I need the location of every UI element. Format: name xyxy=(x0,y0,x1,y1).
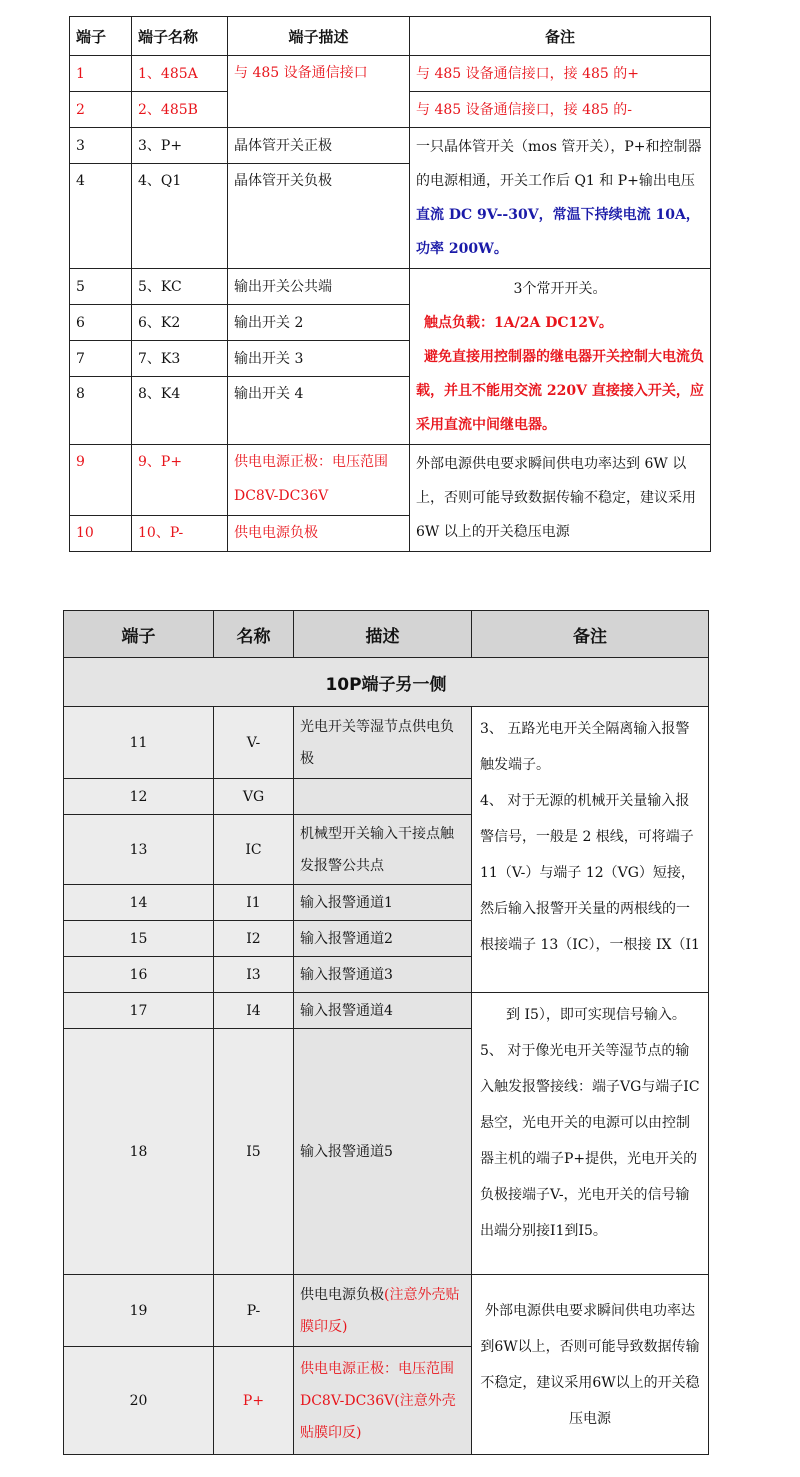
section-row xyxy=(64,658,709,707)
cell-desc: 输入报警通道1 xyxy=(294,885,472,921)
cell-name: I4 xyxy=(214,993,294,1029)
section-title: 10P端子另一侧 xyxy=(64,658,709,707)
note-power-2: 外部电源供电要求瞬间供电功率达到6W以上，否则可能导致数据传输不稳定，建议采用6W以上的开关稳压电源 xyxy=(472,1275,709,1455)
cell-name: 1、485A xyxy=(132,56,228,92)
cell-num: 15 xyxy=(64,921,214,957)
cell-desc-warning: (注意外壳贴膜印反) xyxy=(300,1286,460,1335)
cell-name: I3 xyxy=(214,957,294,993)
cell-name: 2、485B xyxy=(132,92,228,128)
cell-name: 3、P+ xyxy=(132,128,228,164)
cell-num: 11 xyxy=(64,707,214,779)
note-power: 外部电源供电要求瞬间供电功率达到 6W 以上，否则可能导致数据传输不稳定，建议采用 6W 以上的开关稳压电源 xyxy=(410,445,711,552)
cell-num: 8 xyxy=(70,377,132,445)
cell-num: 10 xyxy=(70,515,132,551)
cell-desc: 输出开关 2 xyxy=(228,305,410,341)
note-relay-line2: 触点负载：1A/2A DC12V。 xyxy=(424,314,613,331)
cell-name: I1 xyxy=(214,885,294,921)
cell-num: 9 xyxy=(70,445,132,516)
cell-desc-text: 供电电源负极 xyxy=(300,1286,384,1303)
cell-desc: 晶体管开关正极 xyxy=(228,128,410,164)
note-p5: 5、 对于像光电开关等湿节点的输入触发报警接线：端子VG与端子IC悬空，光电开关的电源可以由控制器主机的端子P+提供，光电开关的负极接端子V-，光电开关的信号输出端分别接I1到I5。 xyxy=(480,1043,700,1239)
table2-header-row xyxy=(64,611,709,658)
cell-num: 14 xyxy=(64,885,214,921)
cell-desc: 机械型开关输入干接点触发报警公共点 xyxy=(294,815,472,885)
terminal-table-2 xyxy=(63,610,709,1455)
table-row xyxy=(64,993,709,1029)
table-row xyxy=(64,1275,709,1347)
header-terminal-name: 端子名称 xyxy=(132,17,228,56)
terminal-table-1 xyxy=(69,16,711,552)
cell-name: P- xyxy=(214,1275,294,1347)
note-p3: 3、 五路光电开关全隔离输入报警触发端子。 xyxy=(480,721,690,773)
table-row xyxy=(70,56,711,92)
cell-num: 18 xyxy=(64,1029,214,1275)
header-terminal: 端子 xyxy=(70,17,132,56)
cell-desc: 输出开关 4 xyxy=(228,377,410,445)
header-remark: 备注 xyxy=(410,17,711,56)
cell-name: 9、P+ xyxy=(132,445,228,516)
note-p4: 4、 对于无源的机械开关量输入报警信号，一般是 2 根线，可将端子 11（V-）与端子 12（VG）短接，然后输入报警开关量的两根线的一根接端子 13（IC），一根接 IX（I1 xyxy=(480,793,700,953)
cell-name: 7、K3 xyxy=(132,341,228,377)
cell-desc: 输出开关 3 xyxy=(228,341,410,377)
cell-desc: 输入报警通道3 xyxy=(294,957,472,993)
header-terminal: 端子 xyxy=(64,611,214,658)
cell-num: 20 xyxy=(64,1347,214,1455)
note-transistor xyxy=(410,128,711,269)
cell-note: 与 485 设备通信接口，接 485 的+ xyxy=(410,56,711,92)
cell-desc xyxy=(294,779,472,815)
note-relay-line3: 避免直接用控制器的继电器开关控制大电流负载，并且不能用交流 220V 直接接入开关，应采用直流中间继电器。 xyxy=(416,348,704,433)
header-terminal-desc: 端子描述 xyxy=(228,17,410,56)
cell-num: 4 xyxy=(70,164,132,269)
table1-header-row xyxy=(70,17,711,56)
cell-desc: 光电开关等湿节点供电负极 xyxy=(294,707,472,779)
cell-desc: 输入报警通道5 xyxy=(294,1029,472,1275)
note-transistor-text: 一只晶体管开关（mos 管开关），P+和控制器的电源相通，开关工作后 Q1 和 P+输出电压 xyxy=(416,139,702,189)
header-remark: 备注 xyxy=(472,611,709,658)
header-name: 名称 xyxy=(214,611,294,658)
cell-desc: 输出开关公共端 xyxy=(228,269,410,305)
cell-name: 10、P- xyxy=(132,515,228,551)
cell-num: 6 xyxy=(70,305,132,341)
table-row xyxy=(70,269,711,305)
cell-desc: 输入报警通道2 xyxy=(294,921,472,957)
cell-name: 8、K4 xyxy=(132,377,228,445)
cell-num: 7 xyxy=(70,341,132,377)
cell-desc: 晶体管开关负极 xyxy=(228,164,410,269)
note-input-a xyxy=(472,707,709,993)
cell-name: I2 xyxy=(214,921,294,957)
cell-desc: 供电电源正极：电压范围 DC8V-DC36V xyxy=(228,445,410,516)
cell-desc: 输入报警通道4 xyxy=(294,993,472,1029)
cell-desc: 供电电源正极：电压范围DC8V-DC36V(注意外壳贴膜印反) xyxy=(294,1347,472,1455)
cell-name: 4、Q1 xyxy=(132,164,228,269)
cell-name: P+ xyxy=(214,1347,294,1455)
note-input-b xyxy=(472,993,709,1275)
header-desc: 描述 xyxy=(294,611,472,658)
note-relay-line1: 3个常开开关。 xyxy=(513,280,607,297)
cell-num: 5 xyxy=(70,269,132,305)
cell-note: 与 485 设备通信接口，接 485 的- xyxy=(410,92,711,128)
note-transistor-bold: 直流 DC 9V--30V，常温下持续电流 10A，功率 200W。 xyxy=(416,207,700,257)
note-relay xyxy=(410,269,711,445)
table-row xyxy=(70,445,711,516)
cell-num: 1 xyxy=(70,56,132,92)
cell-name: V- xyxy=(214,707,294,779)
table-row xyxy=(64,707,709,779)
cell-desc: 与 485 设备通信接口 xyxy=(228,56,410,128)
cell-num: 13 xyxy=(64,815,214,885)
cell-name: VG xyxy=(214,779,294,815)
cell-num: 12 xyxy=(64,779,214,815)
cell-num: 19 xyxy=(64,1275,214,1347)
cell-desc: 供电电源负极 xyxy=(228,515,410,551)
cell-num: 16 xyxy=(64,957,214,993)
note-p4-cont: 到 I5），即可实现信号输入。 xyxy=(506,1007,686,1023)
cell-name: IC xyxy=(214,815,294,885)
cell-name: I5 xyxy=(214,1029,294,1275)
cell-desc xyxy=(294,1275,472,1347)
table-row xyxy=(70,128,711,164)
cell-num: 2 xyxy=(70,92,132,128)
cell-name: 6、K2 xyxy=(132,305,228,341)
cell-num: 17 xyxy=(64,993,214,1029)
cell-name: 5、KC xyxy=(132,269,228,305)
cell-num: 3 xyxy=(70,128,132,164)
